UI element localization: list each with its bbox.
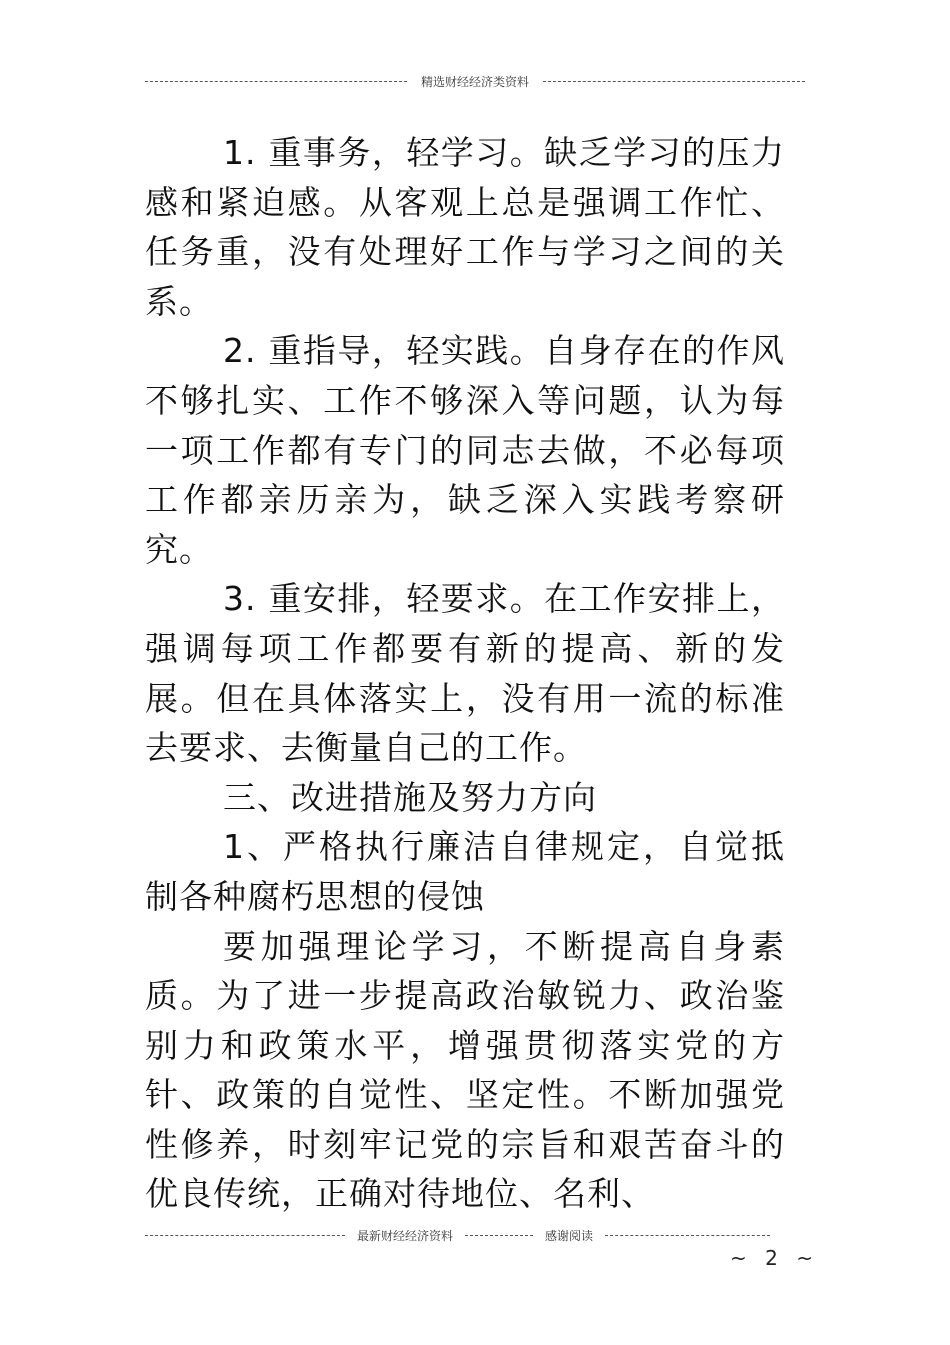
paragraph-issue-3: 3. 重安排，轻要求。在工作安排上，强调每项工作都要有新的提高、新的发展。但在具体落实上，没有用一流的标准去要求、去衡量自己的工作。 — [145, 579, 785, 768]
paragraph-issue-1: 1. 重事务，轻学习。缺乏学习的压力感和紧迫感。从客观上总是强调工作忙、任务重，没有处理好工作与学习之间的关系。 — [145, 133, 785, 321]
header-rule-right — [543, 81, 805, 82]
paragraph-measures: 要加强理论学习，不断提高自身素质。为了进一步提高政治敏锐力、政治鉴别力和政策水平，增强贯彻落实党的方针、政策的自觉性、坚定性。不断加强党性修养，时刻牢记党的宗旨和艰苦奋斗的优良传统，正确对待地位、名利、 — [145, 926, 785, 1214]
footer-rule-middle — [465, 1235, 533, 1236]
footer-rule-right — [605, 1235, 770, 1236]
header-title: 精选财经经济类资料 — [421, 74, 530, 89]
footer-right-text: 感谢阅读 — [545, 1228, 594, 1243]
footer-rule-left — [145, 1235, 345, 1236]
page-footer — [145, 1226, 770, 1244]
header-rule-left — [145, 81, 407, 82]
subsection-heading: 1、严格执行廉洁自律规定，自觉抵制各种腐朽思想的侵蚀 — [145, 827, 785, 916]
page-header — [145, 72, 805, 90]
section-heading: 三、改进措施及努力方向 — [223, 777, 597, 817]
paragraph-issue-2: 2. 重指导，轻实践。自身存在的作风不够扎实、工作不够深入等问题，认为每一项工作都有专门的同志去做，不必每项工作都亲历亲为，缺乏深入实践考察研究。 — [145, 331, 785, 569]
document-body — [145, 128, 785, 1219]
footer-left-text: 最新财经经济资料 — [357, 1228, 454, 1243]
page-number: ~ 2 ~ — [730, 1246, 819, 1270]
